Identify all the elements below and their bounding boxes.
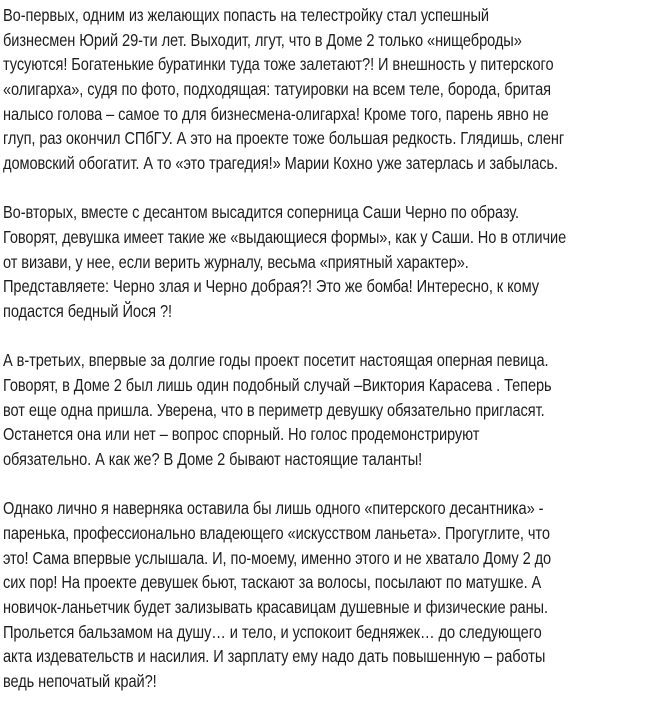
text-line: бизнесмен Юрий 29-ти лет. Выходит, лгут, что в Доме 2 только «нищеброды» — [3, 29, 522, 50]
paragraph-3 — [3, 348, 670, 471]
text-line: Говорят, девушка имеет такие же «выдающиеся формы», как у Саши. Но в отличие — [3, 227, 567, 247]
text-line: вот еще одна пришла. Уверена, что в периметр девушку обязательно пригласят. — [3, 399, 545, 420]
text-line: это! Сама впервые услышала. И, по-моему, именно этого и не хватало Дому 2 до — [3, 547, 552, 568]
text-line: Во-первых, одним из желающих попасть на телестройку стал успешный — [3, 5, 490, 25]
text-line: Говорят, в Доме 2 был лишь один подобный случай –Виктория Карасева . Теперь — [3, 374, 552, 395]
article-body — [3, 3, 670, 718]
text-line: акта издевательств и насилия. И зарплату ему надо дать повышенную – работы — [3, 646, 546, 667]
text-line: налысо голова – самое то для бизнесмена-олигарха! Кроме того, парень явно не — [3, 103, 549, 124]
text-line: сих пор! На проекте девушек бьют, таскают за волосы, посылают по матушке. А — [3, 572, 542, 593]
text-line: ведь непочатый край?! — [3, 671, 157, 691]
text-line: подастся бедный Йося ?! — [3, 301, 172, 322]
text-line: от визави, у нее, если верить журналу, весьма «приятный характер». — [3, 251, 469, 272]
text-line: «олигарха», судя по фото, подходящая: татуировки на всем теле, борода, бритая — [3, 79, 552, 100]
text-line: новичок-ланьетчик будет зализывать красавицам душевные и физические раны. — [3, 596, 548, 617]
text-line: паренька, профессионально владеющего «искусством ланьета». Прогуглите, что — [3, 522, 550, 543]
text-line: обязательно. А как же? В Доме 2 бывают настоящие таланты! — [3, 449, 423, 469]
paragraph-1 — [3, 3, 670, 176]
paragraph-4 — [3, 496, 670, 694]
paragraph-2 — [3, 200, 670, 323]
text-line: Во-вторых, вместе с десантом высадится соперница Саши Черно по образу. — [3, 202, 520, 223]
text-line: А в-третьих, впервые за долгие годы проект посетит настоящая оперная певица. — [3, 350, 549, 371]
text-line: тусуются! Богатенькие буратинки туда тоже залетают?! И внешность у питерского — [3, 54, 554, 75]
text-line: Однако лично я наверняка оставила бы лишь одного «питерского десантника» - — [3, 498, 544, 519]
text-line: домовский обогатит. А то «это трагедия!» Марии Кохно уже затерлась и забылась. — [3, 153, 559, 174]
text-line: Представляете: Черно злая и Черно добрая?! Это же бомба! Интересно, к кому — [3, 276, 539, 297]
text-line: Прольется бальзамом на душу… и тело, и успокоит бедняжек… до следующего — [3, 621, 542, 642]
text-line: Останется она или нет – вопрос спорный. Но голос продемонстрируют — [3, 424, 480, 445]
text-line: глуп, раз окончил СПбГУ. А это на проекте тоже большая редкость. Глядишь, сленг — [3, 128, 565, 149]
